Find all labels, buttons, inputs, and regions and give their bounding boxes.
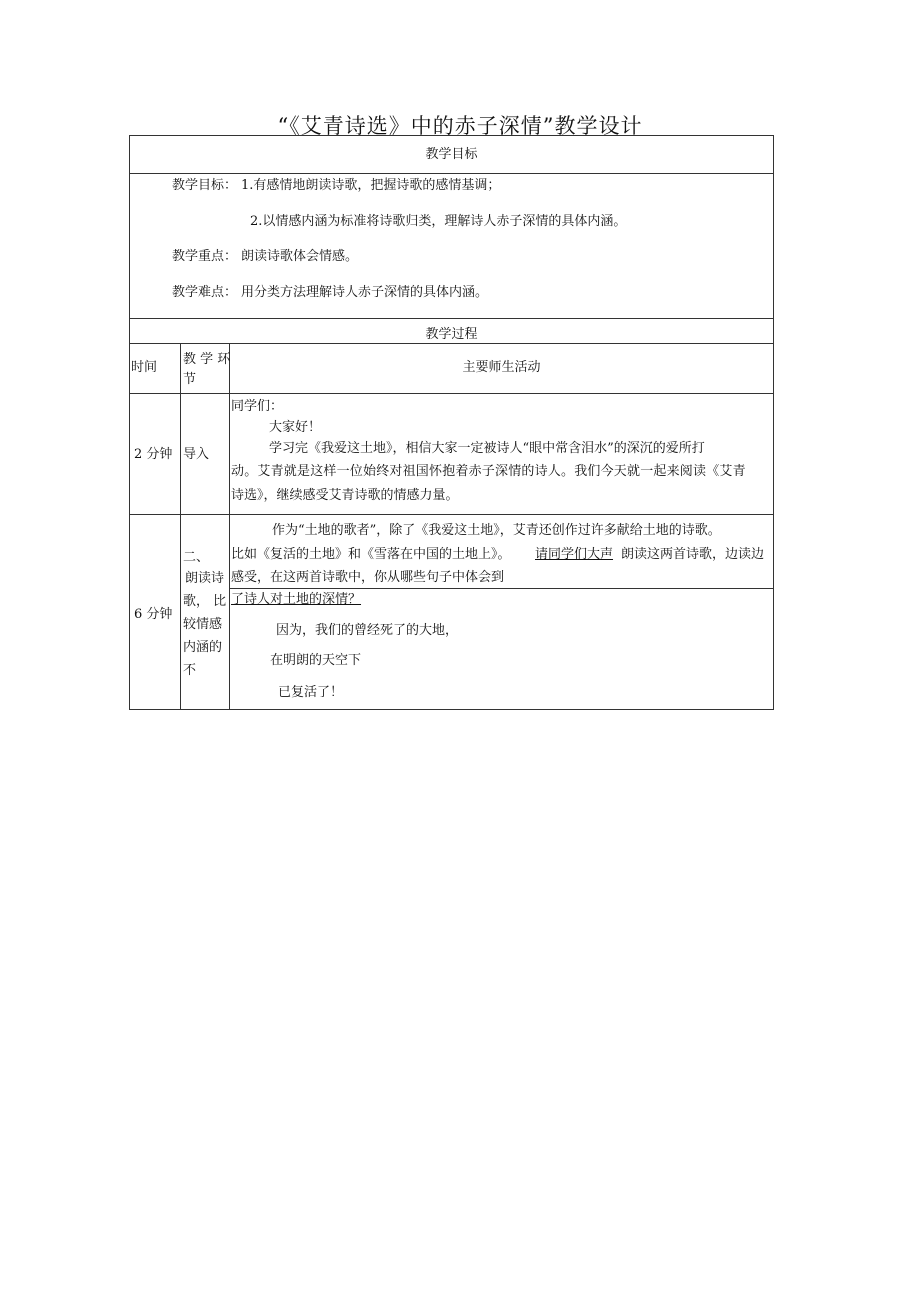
row-2-line: 比如《复活的土地》和《雪落在中国的土地上》。 — [231, 547, 511, 562]
row-2-line: 朗读这两首诗歌，边读边 — [621, 547, 765, 562]
goal-2: 2.以情感内涵为标准将诗歌归类，理解诗人赤子深情的具体内涵。 — [250, 214, 627, 229]
row-2-stage-line: 较情感 — [183, 617, 223, 632]
key-point-label: 教学重点： — [172, 249, 238, 264]
row-2-stage-line: 不 — [183, 663, 197, 678]
column-divider — [229, 343, 230, 710]
row-2-stage-line: 内涵的 — [183, 640, 223, 655]
row-2-line: 作为“土地的歌者”，除了《我爱这土地》，艾青还创作过许多献给土地的诗歌。 — [272, 523, 721, 538]
row-2-time: 6 分钟 — [134, 607, 173, 622]
key-point: 朗读诗歌体会情感。 — [241, 249, 359, 264]
col-stage-header-line2: 节 — [183, 372, 197, 387]
process-header: 教学过程 — [425, 327, 478, 342]
divider — [129, 393, 774, 394]
row-1-line: 学习完《我爱这土地》，相信大家一定被诗人“眼中常含泪水”的深沉的爱所打 — [269, 441, 705, 456]
row-2-line: 感受，在这两首诗歌中，你从哪些句子中体会到 — [231, 570, 505, 585]
col-time-header: 时间 — [131, 360, 158, 375]
row-2-stage-line: 歌， 比 — [183, 594, 227, 609]
row-1-line: 动。艾青就是这样一位始终对祖国怀抱着赤子深情的诗人。我们今天就一起来阅读《艾青 — [231, 464, 746, 479]
column-divider — [180, 343, 181, 710]
goal-1: 1.有感情地朗读诗歌，把握诗歌的感情基调； — [241, 178, 501, 193]
row-2-line-underlined: 请同学们大声 — [535, 547, 614, 562]
row-1-time: 2 分钟 — [134, 447, 173, 462]
row-1-line: 诗选》，继续感受艾青诗歌的情感力量。 — [231, 488, 459, 503]
row-1-line: 大家好！ — [269, 420, 322, 435]
poem-line: 因为，我们的曾经死了的大地， — [276, 623, 459, 638]
row-2-line-underlined: 了诗人对土地的深情？ — [231, 592, 362, 607]
col-stage-header-line1: 教 学 环 — [183, 352, 231, 367]
difficulty-label: 教学难点： — [172, 285, 238, 300]
goals-header: 教学目标 — [425, 147, 478, 162]
difficulty: 用分类方法理解诗人赤子深情的具体内涵。 — [241, 285, 489, 300]
row-1-line: 同学们： — [231, 399, 284, 414]
divider — [129, 514, 774, 515]
col-activity-header: 主要师生活动 — [462, 360, 541, 375]
divider — [129, 318, 774, 319]
divider — [129, 173, 774, 174]
row-2-stage-line: 二、 — [183, 550, 210, 565]
row-2-stage-line: 朗读诗 — [185, 571, 225, 586]
page-title: “《艾青诗选》中的赤子深情”教学设计 — [277, 114, 643, 138]
row-1-stage: 导入 — [183, 447, 210, 462]
goal-label: 教学目标： — [172, 178, 238, 193]
poem-line: 在明朗的天空下 — [270, 653, 362, 668]
poem-line: 已复活了！ — [278, 685, 344, 700]
divider — [229, 588, 774, 589]
